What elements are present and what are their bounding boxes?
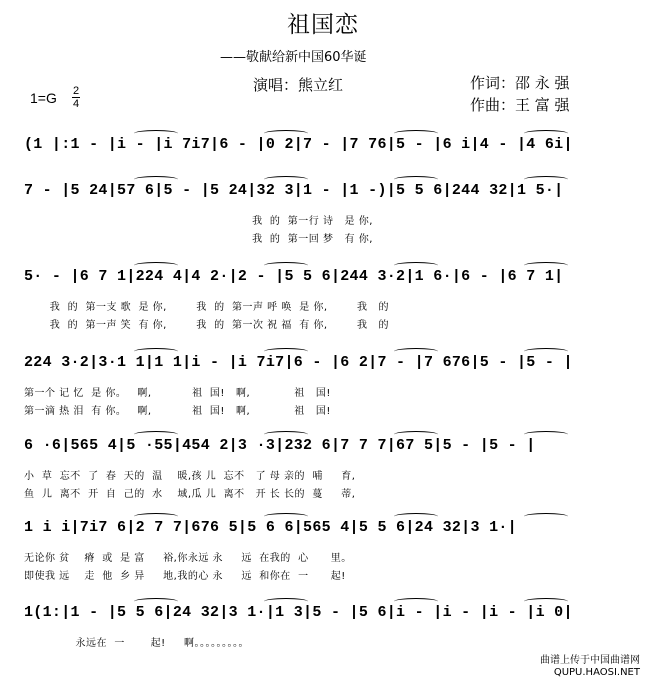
slur-mark: [134, 598, 178, 605]
slur-mark: [134, 348, 178, 355]
slur-mark: [264, 348, 308, 355]
lyric-line: 即使我 远 走 他 乡 异 地,我的心 永 远 和你在 一 起!: [24, 571, 346, 582]
slur-mark: [394, 262, 438, 269]
notation-line: 5· - |6 7 1|224 4|4 2·|2 - |5 5 6|244 3·2|1 6·|6 - |6 7 1|: [24, 268, 564, 285]
watermark: [540, 655, 640, 679]
lyric-line: 我 的 第一声 笑 有 你, 我 的 第一次 祝 福 有 你, 我 的: [24, 320, 390, 331]
slur-mark: [134, 513, 178, 520]
notation-line: (1 |:1 - |i - |i 7i7|6 - |0 2|7 - |7 76|5 - |6 i|4 - |4 6i|: [24, 136, 573, 153]
slur-mark: [394, 513, 438, 520]
meter-bottom: 4: [72, 98, 80, 110]
notation-line: 7 - |5 24|57 6|5 - |5 24|32 3|1 - |1 -)|5 5 6|244 32|1 5·|: [24, 182, 564, 199]
notation-line: 6 ·6|565 4|5 ·55|454 2|3 ·3|232 6|7 7 7|67 5|5 - |5 - |: [24, 437, 536, 454]
notation-line: 224 3·2|3·1 1|1 1|i - |i 7i7|6 - |6 2|7 - |7 676|5 - |5 - |: [24, 354, 573, 371]
lyric-line: 永远在 一 起! 啊。。。。。。。。。: [24, 638, 250, 649]
slur-mark: [264, 431, 308, 438]
meter-top: 2: [72, 85, 80, 97]
slur-mark: [134, 130, 178, 137]
notation-line: 1 i i|7i7 6|2 7 7|676 5|5 6 6|565 4|5 5 6|24 32|3 1·|: [24, 519, 517, 536]
lyricist-credit: 作词：邵 永 强: [470, 74, 570, 92]
song-title: 祖国恋: [287, 12, 359, 38]
slur-mark: [264, 598, 308, 605]
notation-line: 1(1:|1 - |5 5 6|24 32|3 1·|1 3|5 - |5 6|i - |i - |i - |i 0|: [24, 604, 573, 621]
watermark-line-2: QUPU.HAOSI.NET: [553, 667, 640, 678]
slur-mark: [134, 262, 178, 269]
slur-mark: [524, 348, 568, 355]
slur-mark: [264, 513, 308, 520]
slur-mark: [394, 598, 438, 605]
slur-mark: [524, 130, 568, 137]
slur-mark: [524, 176, 568, 183]
slur-mark: [264, 176, 308, 183]
song-subtitle: ——敬献给新中国60华诞: [220, 50, 367, 65]
slur-mark: [524, 513, 568, 520]
lyric-line: 第一滴 热 泪 有 你。 啊, 祖 国! 啊, 祖 国!: [24, 406, 331, 417]
composer-credit: 作曲：王 富 强: [470, 96, 570, 114]
performer-credit: 演唱：熊立红: [253, 76, 344, 94]
lyric-line: 鱼 儿 离不 开 自 己的 水 域,瓜 儿 离不 开 长 长的 蔓 蒂,: [24, 489, 356, 500]
slur-mark: [394, 176, 438, 183]
slur-mark: [394, 130, 438, 137]
slur-mark: [264, 130, 308, 137]
lyric-line: 无论你 贫 瘠 或 是 富 裕,你永远 永 远 在我的 心 里。: [24, 553, 352, 564]
lyric-line: 第一个 记 忆 是 你。 啊, 祖 国! 啊, 祖 国!: [24, 388, 331, 399]
key-signature: 1=G: [30, 90, 57, 106]
lyric-line: 我 的 第一行 诗 是 你,: [24, 216, 373, 227]
slur-mark: [134, 176, 178, 183]
lyric-line: 小 草 忘不 了 春 天的 温 暖,孩 儿 忘不 了 母 亲的 哺 育,: [24, 471, 356, 482]
lyric-line: 我 的 第一回 梦 有 你,: [24, 234, 373, 245]
slur-mark: [394, 348, 438, 355]
time-signature: [72, 86, 80, 109]
slur-mark: [394, 431, 438, 438]
slur-mark: [524, 431, 568, 438]
slur-mark: [524, 598, 568, 605]
slur-mark: [264, 262, 308, 269]
slur-mark: [524, 262, 568, 269]
slur-mark: [134, 431, 178, 438]
lyric-line: 我 的 第一支 歌 是 你, 我 的 第一声 呼 唤 是 你, 我 的: [24, 302, 390, 313]
watermark-line-1: 曲谱上传于中国曲谱网: [540, 655, 640, 666]
